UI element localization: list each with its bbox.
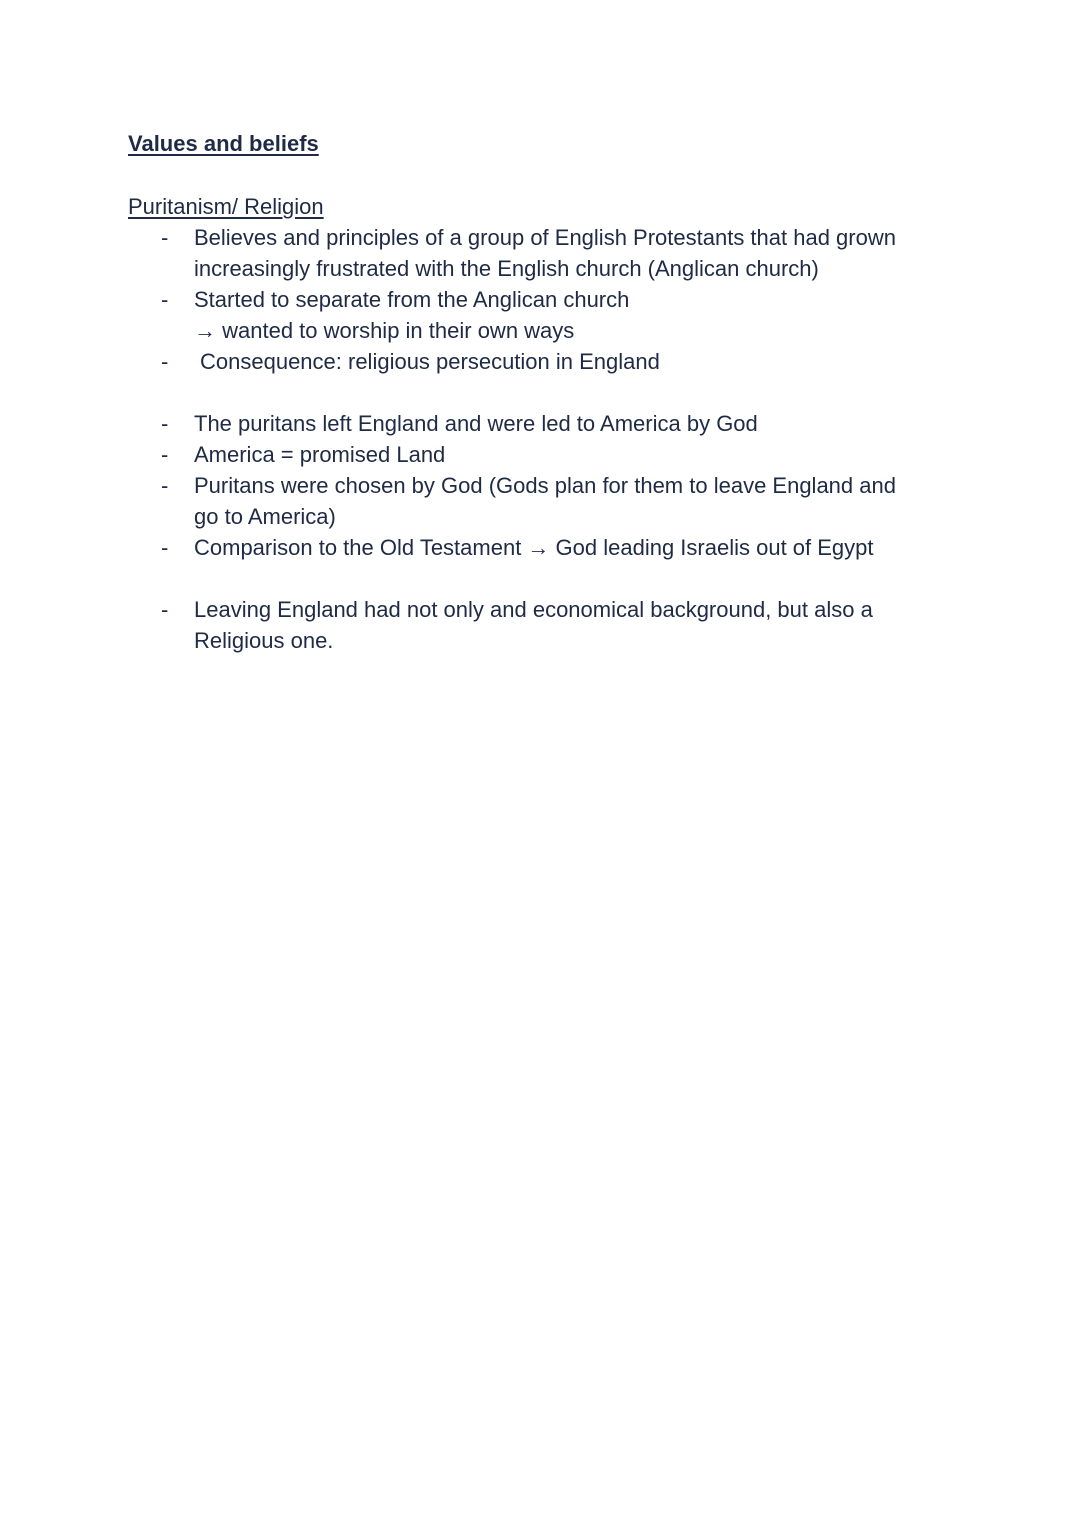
bullet-dash: - <box>161 535 169 560</box>
list-item-line: Started to separate from the Anglican church <box>194 287 630 312</box>
bullet-dash: - <box>161 442 169 467</box>
bullet-group-2 <box>128 408 948 563</box>
list-item <box>128 439 948 470</box>
bullet-dash: - <box>161 225 169 250</box>
bullet-group-3 <box>128 594 948 656</box>
list-item-line: The puritans left England and were led to America by God <box>194 411 758 436</box>
list-item-line: Believes and principles of a group of English Protestants that had grown <box>194 225 896 250</box>
list-item <box>128 532 948 563</box>
list-item <box>128 222 948 284</box>
bullet-group-1 <box>128 222 948 377</box>
list-item-line: go to America) <box>194 504 336 529</box>
list-item-line: Religious one. <box>194 628 334 653</box>
list-item-line: Leaving England had not only and economical background, but also a <box>194 597 873 622</box>
list-item-line: Puritans were chosen by God (Gods plan for them to leave England and <box>194 473 896 498</box>
bullet-dash: - <box>161 597 169 622</box>
page-title: Values and beliefs <box>128 131 319 156</box>
list-item <box>128 594 948 656</box>
list-item-line: Comparison to the Old Testament → God leading Israelis out of Egypt <box>194 535 874 560</box>
list-item <box>128 408 948 439</box>
section-heading: Puritanism/ Religion <box>128 194 324 219</box>
bullet-dash: - <box>161 349 169 374</box>
list-item <box>128 346 948 377</box>
list-item <box>128 470 948 532</box>
bullet-dash: - <box>161 287 169 312</box>
list-item-line: → wanted to worship in their own ways <box>194 318 575 343</box>
list-item-line: Consequence: religious persecution in England <box>200 349 660 374</box>
list-item-line: America = promised Land <box>194 442 446 467</box>
list-item <box>128 284 948 346</box>
list-item-line: increasingly frustrated with the English church (Anglican church) <box>194 256 819 281</box>
bullet-dash: - <box>161 411 169 436</box>
bullet-dash: - <box>161 473 169 498</box>
